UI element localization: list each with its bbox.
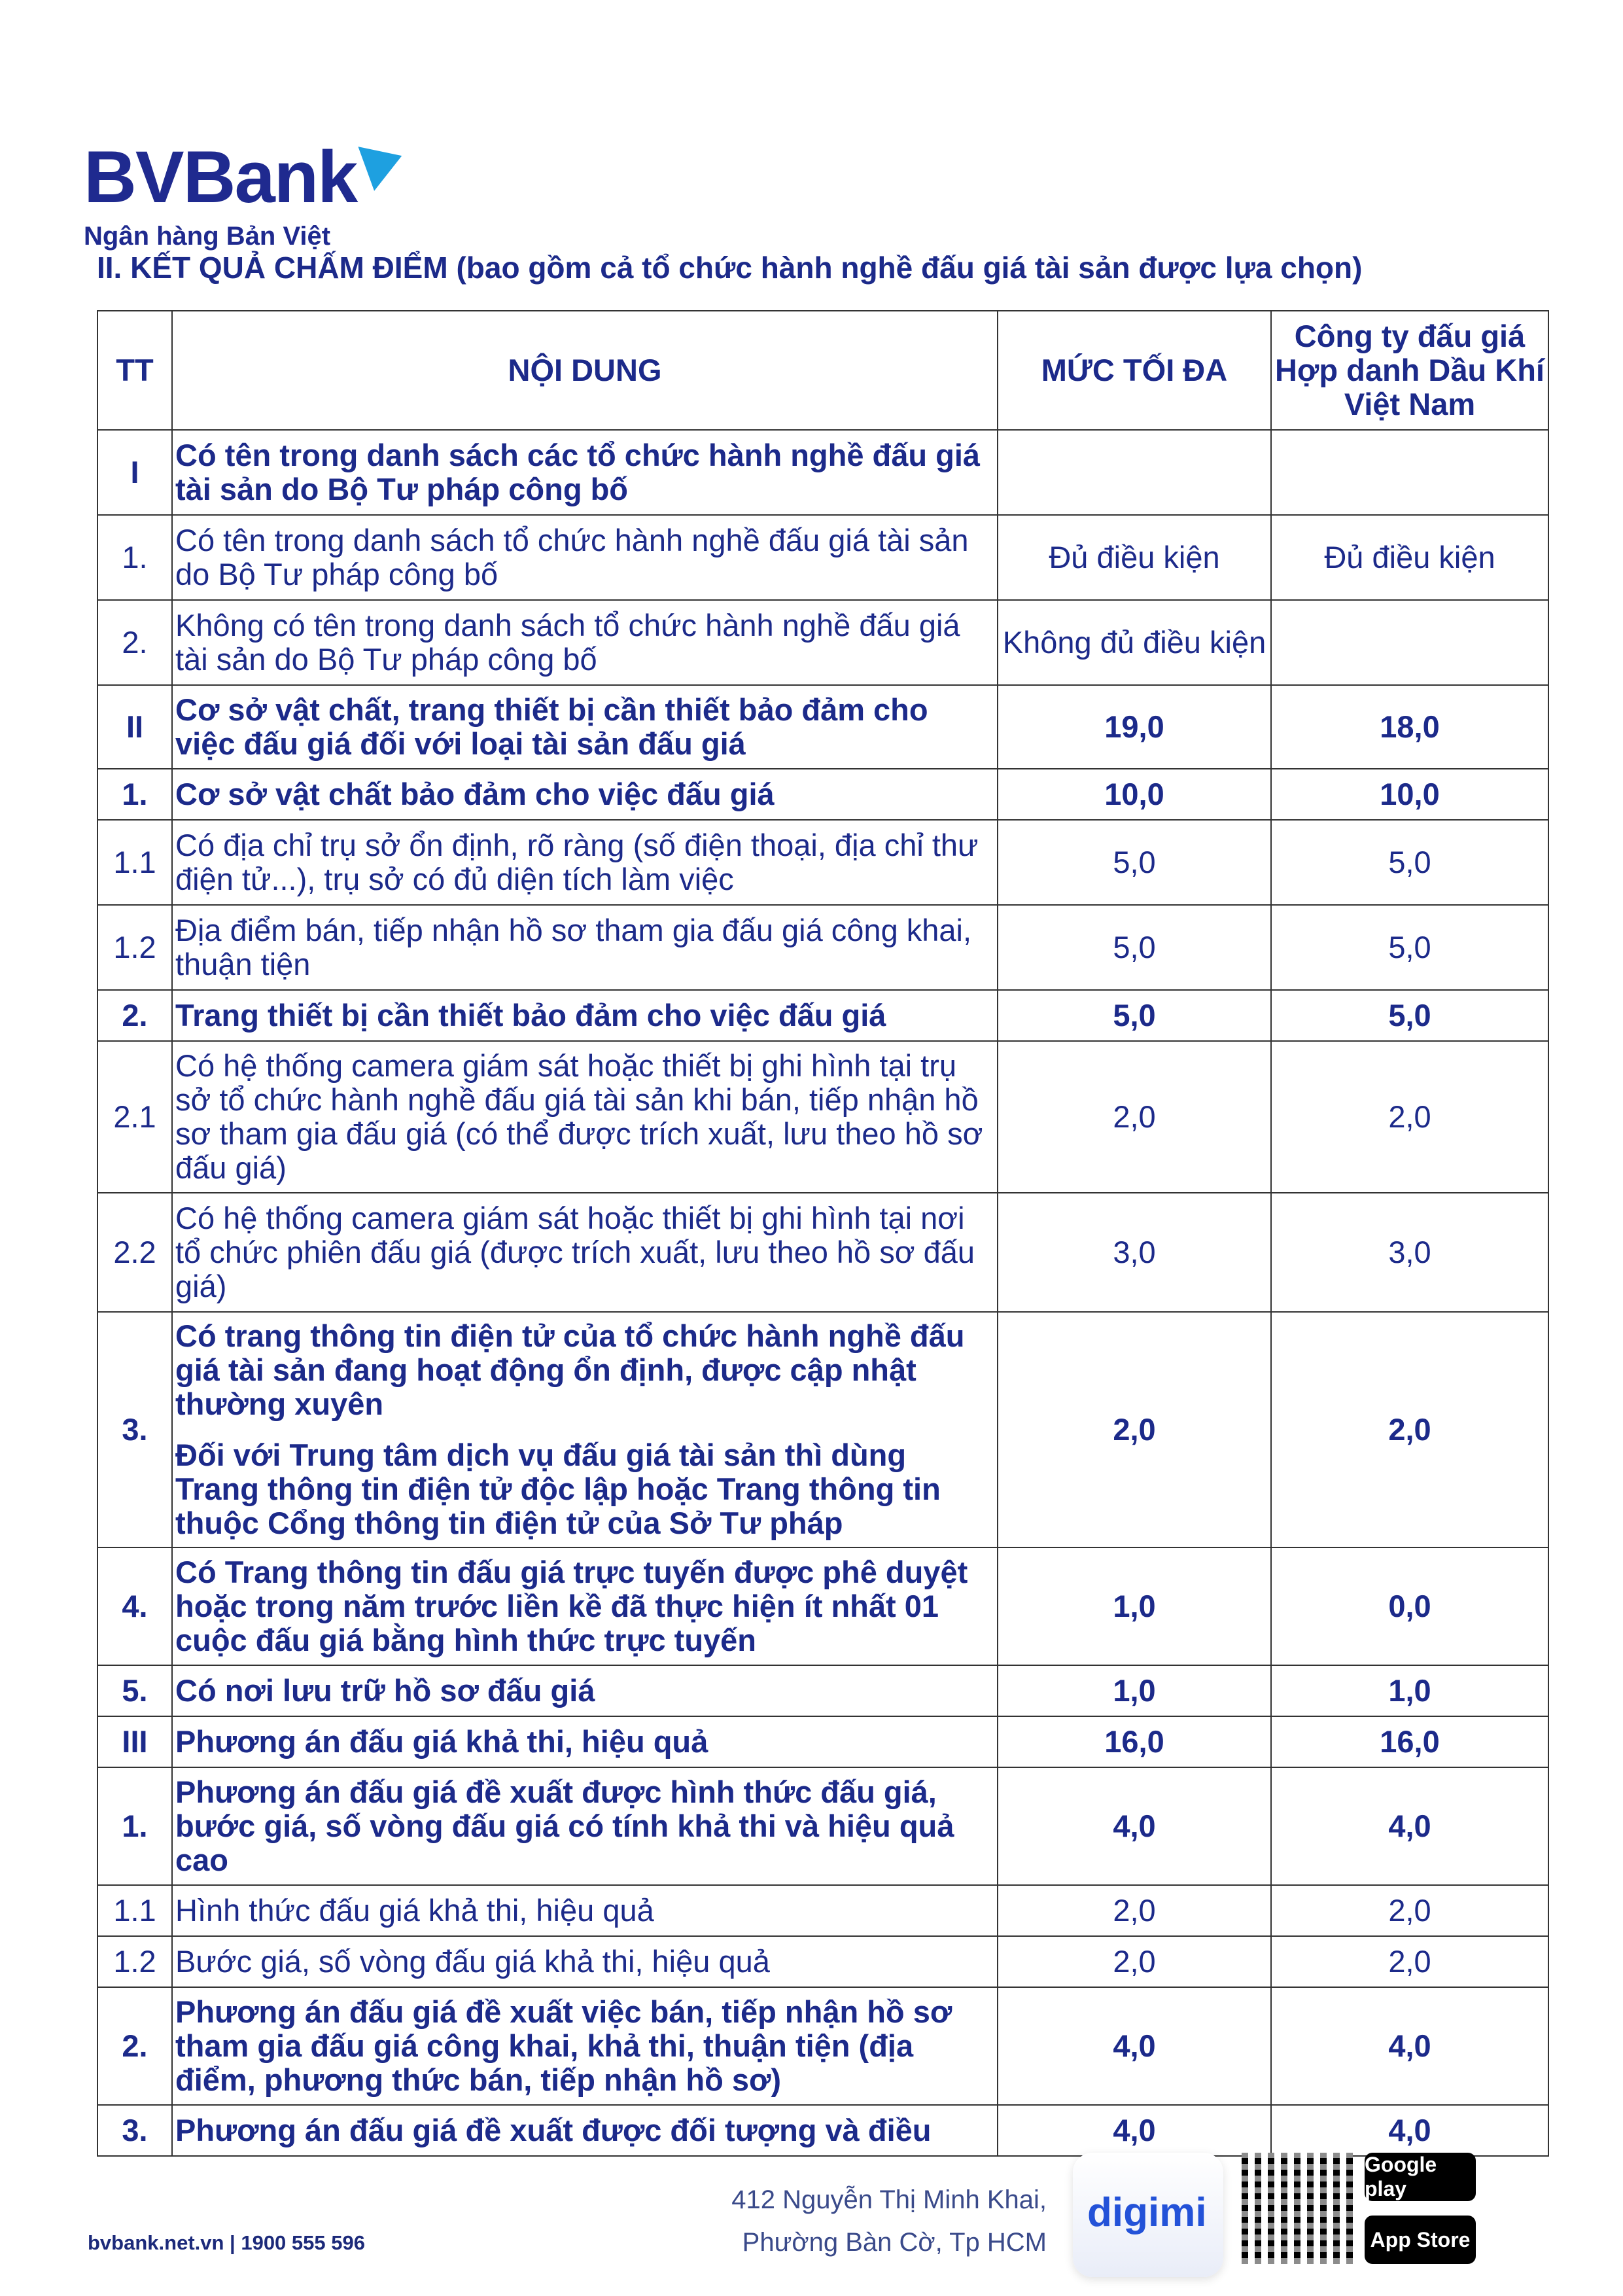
row-max-score: Không đủ điều kiện — [998, 600, 1271, 685]
row-number: 2.1 — [97, 1041, 172, 1193]
row-company-score — [1271, 600, 1548, 685]
row-number: 5. — [97, 1665, 172, 1716]
row-company-score: 2,0 — [1271, 1936, 1548, 1987]
row-company-score: 2,0 — [1271, 1312, 1548, 1547]
table-row — [97, 430, 1548, 515]
table-row — [97, 515, 1548, 600]
row-content-text: Cơ sở vật chất bảo đảm cho việc đấu giá — [175, 777, 775, 811]
google-play-badge[interactable]: Google play — [1365, 2153, 1476, 2201]
row-content-text: Bước giá, số vòng đấu giá khả thi, hiệu quả — [175, 1944, 770, 1979]
row-max-score: 2,0 — [998, 1312, 1271, 1547]
footer-website-phone[interactable]: bvbank.net.vn | 1900 555 596 — [88, 2231, 365, 2254]
row-content-text: Phương án đấu giá khả thi, hiệu quả — [175, 1724, 708, 1759]
table-header-row — [97, 311, 1548, 430]
row-content-text: Có địa chỉ trụ sở ổn định, rõ ràng (số điện thoại, địa chỉ thư điện tử...), trụ sở có đủ diện tích làm việc — [175, 828, 979, 896]
row-content — [172, 1987, 998, 2105]
row-content — [172, 1885, 998, 1936]
row-number: 1.2 — [97, 905, 172, 990]
row-number: 4. — [97, 1547, 172, 1665]
row-company-score: 16,0 — [1271, 1716, 1548, 1767]
row-content-text: Cơ sở vật chất, trang thiết bị cần thiết bảo đảm cho việc đấu giá đối với loại tài sản đấu giá — [175, 692, 928, 761]
row-company-score: 10,0 — [1271, 769, 1548, 820]
row-max-score: 1,0 — [998, 1665, 1271, 1716]
bvbank-logo — [84, 136, 357, 251]
row-content — [172, 820, 998, 905]
row-company-score: 3,0 — [1271, 1193, 1548, 1312]
row-content — [172, 1193, 998, 1312]
row-content-text: Có hệ thống camera giám sát hoặc thiết bị ghi hình tại trụ sở tổ chức hành nghề đấu giá tài sản khi bán, tiếp nhận hồ sơ tham gia đấu giá (có thể được trích xuất, lưu theo hồ sơ đấu giá) — [175, 1048, 983, 1185]
row-number: 2. — [97, 600, 172, 685]
row-content — [172, 685, 998, 769]
row-content-text: Địa điểm bán, tiếp nhận hồ sơ tham gia đấu giá công khai, thuận tiện — [175, 913, 972, 981]
row-max-score: 2,0 — [998, 1936, 1271, 1987]
row-company-score: 4,0 — [1271, 1767, 1548, 1885]
row-number: 3. — [97, 1312, 172, 1547]
row-content — [172, 1041, 998, 1193]
row-company-score: 4,0 — [1271, 2105, 1548, 2156]
row-content — [172, 430, 998, 515]
table-row — [97, 1767, 1548, 1885]
row-content — [172, 600, 998, 685]
row-number: 1. — [97, 769, 172, 820]
row-content — [172, 1716, 998, 1767]
address-line-1: 412 Nguyễn Thị Minh Khai, — [731, 2185, 1047, 2214]
row-company-score: 4,0 — [1271, 1987, 1548, 2105]
row-number: II — [97, 685, 172, 769]
table-row — [97, 1312, 1548, 1547]
logo-triangle-icon — [358, 133, 410, 190]
row-number: 1.2 — [97, 1936, 172, 1987]
row-number: 2. — [97, 1987, 172, 2105]
row-content-text: Phương án đấu giá đề xuất việc bán, tiếp nhận hồ sơ tham gia đấu giá công khai, khả thi, thuận tiện (địa điểm, phương thức bán, tiếp nhận hồ sơ) — [175, 1994, 952, 2097]
row-content-text: Có Trang thông tin đấu giá trực tuyến được phê duyệt hoặc trong năm trước liền kề đã thực hiện ít nhất 01 cuộc đấu giá bằng hình thức trực tuyến — [175, 1555, 968, 1657]
header-tt: TT — [97, 311, 172, 430]
row-max-score: 5,0 — [998, 905, 1271, 990]
row-content-text: Trang thiết bị cần thiết bảo đảm cho việc đấu giá — [175, 998, 886, 1033]
table-row — [97, 1987, 1548, 2105]
row-number: III — [97, 1716, 172, 1767]
table-row — [97, 820, 1548, 905]
row-content — [172, 1547, 998, 1665]
row-max-score: 16,0 — [998, 1716, 1271, 1767]
footer-address — [654, 2179, 1047, 2264]
table-row — [97, 685, 1548, 769]
row-content-text: Phương án đấu giá đề xuất được đối tượng và điều — [175, 2113, 932, 2147]
row-number: 1. — [97, 515, 172, 600]
row-max-score: 1,0 — [998, 1547, 1271, 1665]
table-row — [97, 1716, 1548, 1767]
row-max-score: 4,0 — [998, 2105, 1271, 2156]
row-content — [172, 990, 998, 1041]
row-content-text: Có tên trong danh sách tổ chức hành nghề đấu giá tài sản do Bộ Tư pháp công bố — [175, 523, 969, 592]
row-company-score: Đủ điều kiện — [1271, 515, 1548, 600]
row-number: 2. — [97, 990, 172, 1041]
section-title: II. KẾT QUẢ CHẤM ĐIỂM (bao gồm cả tổ chức hành nghề đấu giá tài sản được lựa chọn) — [97, 251, 1363, 285]
address-line-2: Phường Bàn Cờ, Tp HCM — [742, 2228, 1047, 2257]
row-max-score — [998, 430, 1271, 515]
row-company-score: 2,0 — [1271, 1041, 1548, 1193]
row-max-score: 4,0 — [998, 1987, 1271, 2105]
row-company-score: 0,0 — [1271, 1547, 1548, 1665]
row-company-score: 5,0 — [1271, 820, 1548, 905]
row-content-text: Không có tên trong danh sách tổ chức hành nghề đấu giá tài sản do Bộ Tư pháp công bố — [175, 608, 960, 677]
row-content — [172, 1936, 998, 1987]
header-company: Công ty đấu giá Hợp danh Dầu Khí Việt Nam — [1271, 311, 1548, 430]
app-store-badge[interactable]: App Store — [1365, 2216, 1476, 2264]
row-company-score — [1271, 430, 1548, 515]
row-number: 1.1 — [97, 820, 172, 905]
row-number: 3. — [97, 2105, 172, 2156]
qr-code-icon — [1242, 2153, 1353, 2264]
brand-name: BVBank — [84, 136, 357, 218]
table-row — [97, 600, 1548, 685]
digimi-app-icon[interactable]: digimi — [1073, 2153, 1223, 2277]
table-row — [97, 1936, 1548, 1987]
row-content — [172, 769, 998, 820]
row-number: 1.1 — [97, 1885, 172, 1936]
row-company-score: 18,0 — [1271, 685, 1548, 769]
table-row — [97, 905, 1548, 990]
row-content-note: Đối với Trung tâm dịch vụ đấu giá tài sản thì dùng Trang thông tin điện tử độc lập hoặc Trang thông tin thuộc Cổng thông tin điện tử của Sở Tư pháp — [175, 1438, 941, 1540]
row-content-text: Hình thức đấu giá khả thi, hiệu quả — [175, 1893, 654, 1928]
header-max: MỨC TỐI ĐA — [998, 311, 1271, 430]
row-content-text: Có trang thông tin điện tử của tổ chức hành nghề đấu giá tài sản đang hoạt động ổn định, được cập nhật thường xuyên — [175, 1318, 965, 1421]
footer — [0, 2140, 1623, 2296]
row-content — [172, 1665, 998, 1716]
table-row — [97, 990, 1548, 1041]
score-table — [97, 310, 1549, 2157]
row-max-score: 3,0 — [998, 1193, 1271, 1312]
row-content — [172, 905, 998, 990]
table-row — [97, 1193, 1548, 1312]
row-content-text: Có tên trong danh sách các tổ chức hành nghề đấu giá tài sản do Bộ Tư pháp công bố — [175, 438, 981, 506]
row-content-text: Có nơi lưu trữ hồ sơ đấu giá — [175, 1673, 595, 1708]
row-max-score: 2,0 — [998, 1041, 1271, 1193]
row-number: I — [97, 430, 172, 515]
row-content-text: Có hệ thống camera giám sát hoặc thiết bị ghi hình tại nơi tổ chức phiên đấu giá (được trích xuất, lưu theo hồ sơ đấu giá) — [175, 1201, 975, 1303]
row-max-score: 10,0 — [998, 769, 1271, 820]
row-max-score: 5,0 — [998, 820, 1271, 905]
row-company-score: 1,0 — [1271, 1665, 1548, 1716]
table-row — [97, 769, 1548, 820]
row-company-score: 5,0 — [1271, 990, 1548, 1041]
header-content: NỘI DUNG — [172, 311, 998, 430]
row-number: 2.2 — [97, 1193, 172, 1312]
row-max-score: 19,0 — [998, 685, 1271, 769]
row-max-score: 2,0 — [998, 1885, 1271, 1936]
row-max-score: 4,0 — [998, 1767, 1271, 1885]
row-company-score: 5,0 — [1271, 905, 1548, 990]
table-body — [97, 430, 1548, 2156]
table-row — [97, 1885, 1548, 1936]
row-content — [172, 1312, 998, 1547]
row-content — [172, 515, 998, 600]
row-content-text: Phương án đấu giá đề xuất được hình thức đấu giá, bước giá, số vòng đấu giá có tính khả thi và hiệu quả cao — [175, 1775, 954, 1877]
table-row — [97, 1547, 1548, 1665]
row-company-score: 2,0 — [1271, 1885, 1548, 1936]
row-max-score: 5,0 — [998, 990, 1271, 1041]
row-content — [172, 1767, 998, 1885]
brand-tagline: Ngân hàng Bản Việt — [84, 222, 331, 251]
row-number: 1. — [97, 1767, 172, 1885]
row-max-score: Đủ điều kiện — [998, 515, 1271, 600]
table-row — [97, 1665, 1548, 1716]
table-row — [97, 1041, 1548, 1193]
